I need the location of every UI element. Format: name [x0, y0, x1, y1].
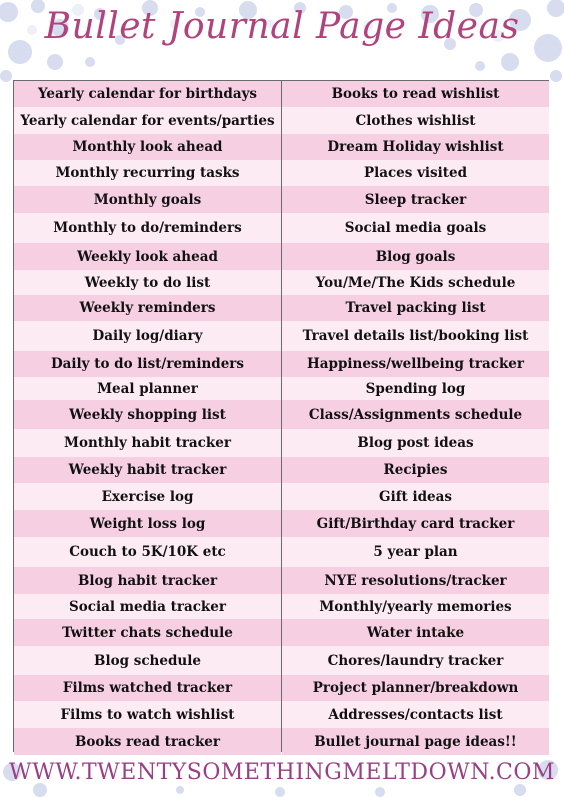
list-item: Weekly look ahead — [14, 243, 281, 270]
list-item: Gift ideas — [282, 483, 549, 510]
list-item: Addresses/contacts list — [282, 701, 549, 728]
list-item: 5 year plan — [282, 537, 549, 567]
list-item: Class/Assignments schedule — [282, 400, 549, 429]
list-item: Sleep tracker — [282, 186, 549, 213]
list-item: Bullet journal page ideas!! — [282, 728, 549, 755]
list-item: Monthly to do/reminders — [14, 213, 281, 243]
list-item: Monthly look ahead — [14, 134, 281, 160]
list-item: Happiness/wellbeing tracker — [282, 351, 549, 377]
list-item: Blog goals — [282, 243, 549, 270]
list-item: Blog schedule — [14, 646, 281, 675]
list-item: Monthly/yearly memories — [282, 594, 549, 619]
list-item: Weekly habit tracker — [14, 457, 281, 483]
list-item: Places visited — [282, 160, 549, 186]
list-item: Social media tracker — [14, 594, 281, 619]
list-item: Weekly to do list — [14, 270, 281, 295]
list-item: Spending log — [282, 377, 549, 400]
page-title: Bullet Journal Page Ideas — [44, 6, 520, 47]
list-item: Exercise log — [14, 483, 281, 510]
list-item: Weekly reminders — [14, 295, 281, 321]
list-item: Films to watch wishlist — [14, 701, 281, 728]
list-item: Project planner/breakdown — [282, 675, 549, 701]
list-item: You/Me/The Kids schedule — [282, 270, 549, 295]
list-item: Weight loss log — [14, 510, 281, 537]
list-item: Weekly shopping list — [14, 400, 281, 429]
list-item: Books to read wishlist — [282, 81, 549, 107]
list-item: Travel details list/booking list — [282, 321, 549, 351]
list-item: Water intake — [282, 619, 549, 646]
list-item: Monthly recurring tasks — [14, 160, 281, 186]
list-item: Books read tracker — [14, 728, 281, 755]
list-item: Blog post ideas — [282, 429, 549, 457]
list-item: Yearly calendar for birthdays — [14, 81, 281, 107]
list-item: Daily to do list/reminders — [14, 351, 281, 377]
list-item: Films watched tracker — [14, 675, 281, 701]
list-item: Chores/laundry tracker — [282, 646, 549, 675]
list-item: Monthly habit tracker — [14, 429, 281, 457]
list-item: Gift/Birthday card tracker — [282, 510, 549, 537]
list-item: Blog habit tracker — [14, 567, 281, 594]
list-item: Social media goals — [282, 213, 549, 243]
list-item: Clothes wishlist — [282, 107, 549, 134]
list-item: Couch to 5K/10K etc — [14, 537, 281, 567]
right-column — [282, 81, 549, 751]
list-item: Travel packing list — [282, 295, 549, 321]
list-item: Twitter chats schedule — [14, 619, 281, 646]
list-item: Dream Holiday wishlist — [282, 134, 549, 160]
list-item: Recipies — [282, 457, 549, 483]
list-item: Yearly calendar for events/parties — [14, 107, 281, 134]
list-item: Daily log/diary — [14, 321, 281, 351]
left-column — [14, 81, 282, 751]
list-item: Monthly goals — [14, 186, 281, 213]
list-item: Meal planner — [14, 377, 281, 400]
ideas-table — [13, 80, 549, 752]
website-url: WWW.TWENTYSOMETHINGMELTDOWN.COM — [9, 760, 555, 785]
list-item: NYE resolutions/tracker — [282, 567, 549, 594]
